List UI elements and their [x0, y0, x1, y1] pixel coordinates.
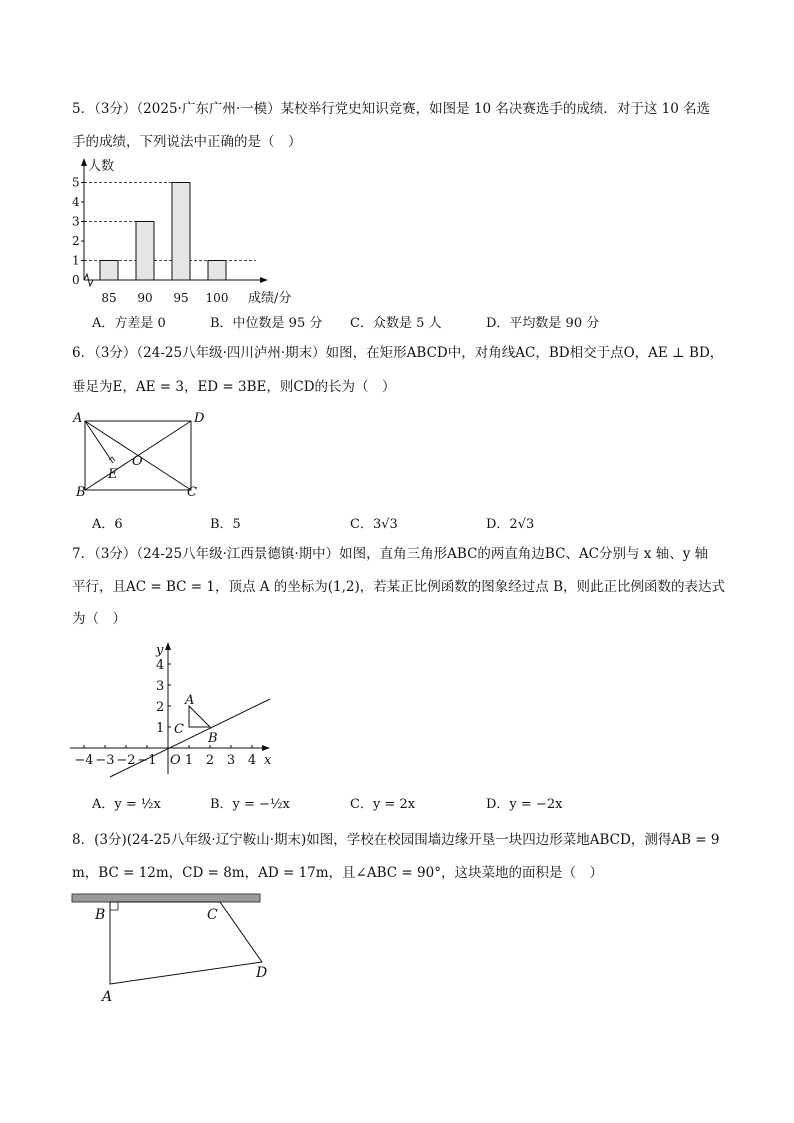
q5-xlabel: 成绩/分 — [248, 291, 292, 306]
q8-text-line1: 8．(3分)(24-25八年级·辽宁鞍山·期末)如图，学校在校园围墙边缘开垦一块四边形菜地ABCD，测得AB = 9 — [72, 832, 720, 848]
q5-ytick-label: 5 — [72, 175, 80, 190]
q6-label-d: D — [194, 411, 205, 426]
q5-ytick-label: 4 — [72, 195, 80, 209]
q7-text-line1: 7．（3分）（24-25八年级·江西景德镇·期中）如图，直角三角形ABC的两直角边BC、AC分别与 x 轴、y 轴 — [72, 546, 709, 562]
q6-label-c: C — [187, 485, 197, 500]
q5-option-b[interactable]: B．中位数是 95 分 — [210, 316, 323, 331]
q6-rectangle-figure — [70, 410, 220, 500]
q7-origin: O — [170, 753, 181, 768]
q8-garden-figure — [70, 892, 270, 1005]
q5-text-line2: 手的成绩，下列说法中正确的是（ ） — [72, 134, 302, 150]
q5-ytick-label: 0 — [72, 273, 80, 287]
q7-coordinate-figure — [70, 638, 290, 778]
q5-xtick-label: 90 — [137, 291, 153, 305]
q7-option-d[interactable]: D．y = −2x — [486, 797, 563, 812]
q7-text-line3: 为（ ） — [72, 611, 126, 627]
q6-option-b[interactable]: B．5 — [210, 517, 241, 532]
q7-xtick-label: 2 — [205, 753, 215, 768]
q5-bar — [136, 222, 154, 281]
q7-xtick-label: 3 — [226, 753, 236, 768]
q5-bar — [172, 183, 190, 281]
q7-label-a: A — [185, 693, 195, 708]
q5-ytick-label: 1 — [72, 253, 80, 268]
q6-option-d[interactable]: D．2√3 — [486, 517, 535, 532]
q5-ytick-label: 3 — [72, 214, 80, 229]
q7-ytick-label: 3 — [156, 679, 165, 694]
q5-bar — [208, 261, 226, 281]
q7-axis-x: x — [264, 753, 272, 768]
q6-label-e: E — [108, 467, 118, 482]
q8-label-d: D — [256, 965, 268, 981]
q7-xtick-label: 1 — [184, 753, 194, 768]
q6-label-b: B — [76, 485, 86, 500]
q7-label-c: C — [174, 722, 184, 737]
q5-bar-chart — [66, 156, 306, 306]
q7-ytick-label: 2 — [156, 700, 165, 715]
q5-xtick-label: 95 — [173, 291, 189, 305]
q7-option-b[interactable]: B．y = −½x — [210, 797, 290, 812]
q6-option-c[interactable]: C．3√3 — [350, 517, 398, 532]
q6-label-a: A — [73, 411, 83, 426]
q7-xtick-label: −1 — [137, 753, 157, 768]
q5-bar — [100, 261, 118, 281]
q7-ytick-label: 1 — [156, 721, 165, 736]
q5-option-c[interactable]: C．众数是 5 人 — [350, 316, 442, 331]
q8-text-line2: m，BC = 12m，CD = 8m，AD = 17m，且∠ABC = 90°，这块菜地的面积是（ ） — [72, 865, 603, 881]
q7-xtick-label: −3 — [95, 753, 115, 768]
q6-label-o: O — [132, 454, 143, 469]
q6-option-a[interactable]: A．6 — [92, 517, 123, 532]
q6-text-line1: 6．（3分）（24-25八年级·四川泸州·期末）如图，在矩形ABCD中，对角线AC，BD相交于点O，AE ⊥ BD， — [72, 345, 724, 361]
q7-axis-y: y — [156, 643, 164, 658]
q7-xtick-label: 4 — [247, 753, 257, 768]
q5-xtick-label: 100 — [205, 291, 229, 305]
q8-wall — [72, 894, 260, 902]
q7-option-c[interactable]: C．y = 2x — [350, 797, 416, 812]
q8-label-b: B — [95, 907, 106, 923]
q7-xtick-label: −2 — [116, 753, 136, 768]
q5-text-line1: 5．（3分）（2025·广东广州·一模）某校举行党史知识竞赛，如图是 10 名决赛选手的成绩．对于这 10 名选 — [72, 101, 711, 117]
q7-option-a[interactable]: A．y = ½x — [92, 797, 161, 812]
q8-label-c: C — [207, 907, 218, 923]
q5-xtick-label: 85 — [101, 291, 117, 305]
q5-option-d[interactable]: D．平均数是 90 分 — [486, 316, 600, 331]
q7-ytick-label: 4 — [156, 658, 165, 673]
q7-text-line2: 平行，且AC = BC = 1，顶点 A 的坐标为(1,2)，若某正比例函数的图象经过点 B，则此正比例函数的表达式 — [72, 579, 726, 595]
q7-xtick-label: −4 — [74, 753, 94, 768]
q5-ytick-label: 2 — [72, 234, 80, 248]
q8-label-a: A — [102, 989, 113, 1005]
q5-ylabel: 人数 — [88, 159, 115, 174]
q6-text-line2: 垂足为E，AE = 3，ED = 3BE，则CD的长为（ ） — [72, 379, 396, 395]
q7-label-b: B — [208, 731, 218, 746]
q5-option-a[interactable]: A．方差是 0 — [92, 316, 166, 331]
